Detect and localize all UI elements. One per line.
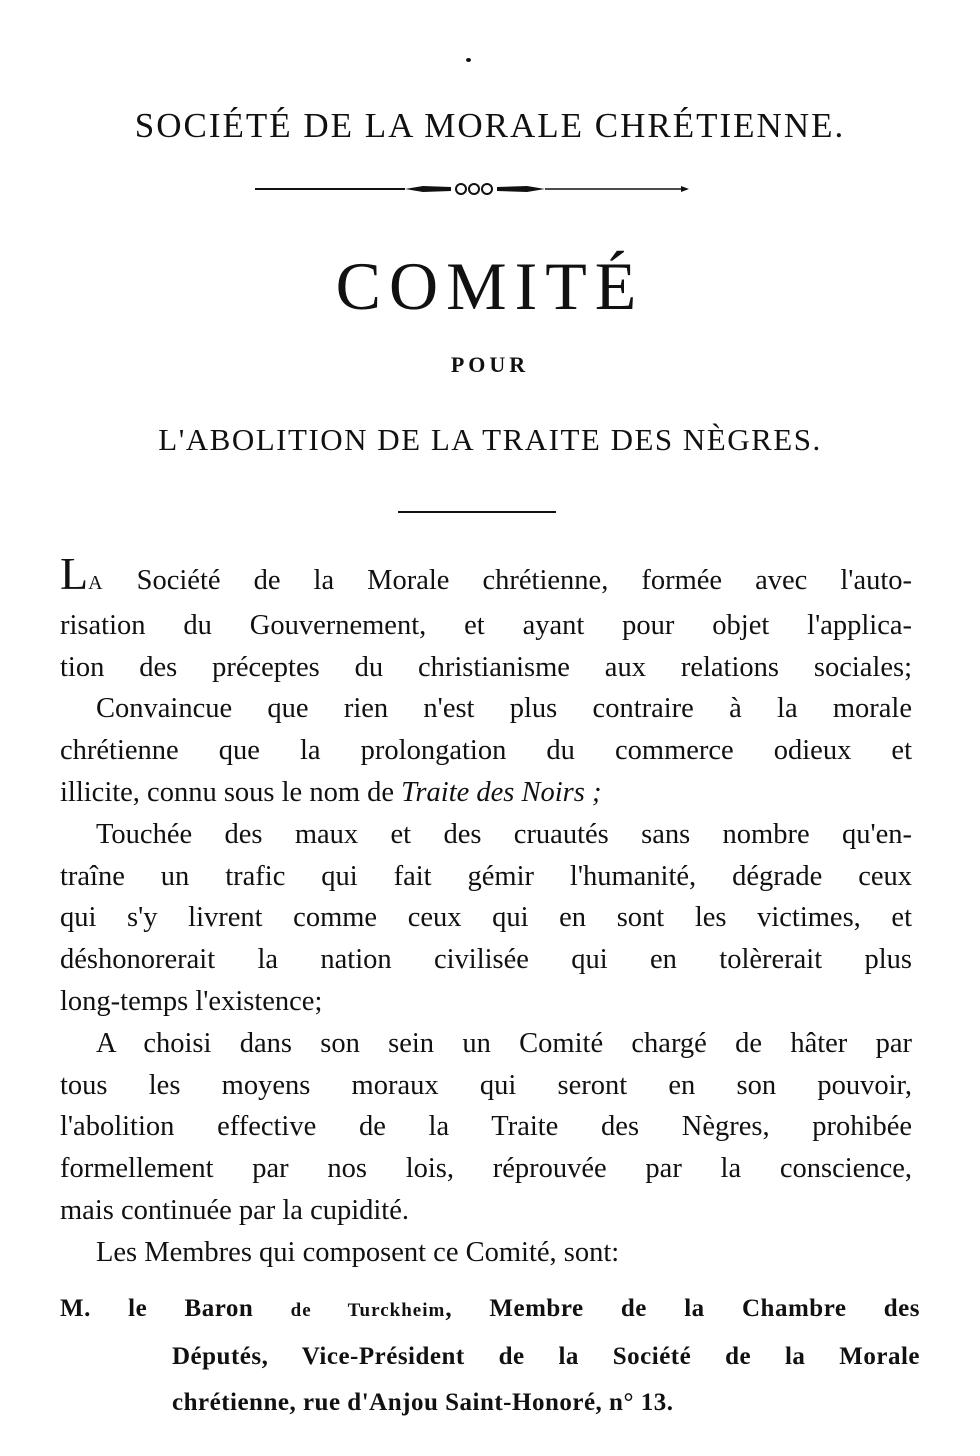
paragraph-3-line: traîne un trafic qui fait gémir l'humanité, dégrade ceux	[60, 860, 912, 892]
ink-dot	[466, 58, 471, 62]
paragraph-2-line: Convaincue que rien n'est plus contraire à la morale	[96, 693, 912, 725]
text-line: Société de la Morale chrétienne, formée avec l'auto-	[136, 565, 912, 596]
drop-cap: L	[60, 548, 89, 599]
ornamental-rule	[255, 178, 691, 200]
abolition-subtitle: L'ABOLITION DE LA TRAITE DES NÈGRES.	[158, 422, 822, 457]
paragraph-4-line: mais continuée par la cupidité.	[60, 1194, 409, 1226]
member-name: de Turckheim	[290, 1300, 446, 1321]
small-caps: A	[88, 572, 104, 594]
paragraph-4-line: formellement par nos lois, réprouvée par la conscience,	[60, 1153, 912, 1185]
member-entry-line: chrétienne, rue d'Anjou Saint-Honoré, n° 13.	[172, 1389, 674, 1416]
paragraph-4-line: A choisi dans son sein un Comité chargé de hâter par	[96, 1027, 912, 1059]
paragraph-1-line: risation du Gouvernement, et ayant pour objet l'applica-	[60, 609, 912, 641]
main-title: COMITÉ	[335, 248, 645, 324]
paragraph-4-line: l'abolition effective de la Traite des Nègres, prohibée	[60, 1111, 912, 1143]
paragraph-4-line: tous les moyens moraux qui seront en son pouvoir,	[60, 1069, 912, 1101]
paragraph-2-line	[60, 772, 912, 814]
paragraph-5-line: Les Membres qui composent ce Comité, sont:	[96, 1236, 620, 1268]
pour-subtitle: POUR	[450, 352, 530, 377]
society-heading: SOCIÉTÉ DE LA MORALE CHRÉTIENNE.	[134, 106, 846, 145]
italic-term: Traite des Noirs ;	[401, 776, 602, 808]
paragraph-3-line: Touchée des maux et des cruautés sans nombre qu'en-	[96, 818, 912, 850]
paragraph-3-line: qui s'y livrent comme ceux qui en sont les victimes, et	[60, 902, 912, 934]
paragraph-2-line: chrétienne que la prolongation du commerce odieux et	[60, 735, 912, 767]
text-line: illicite, connu sous le nom de	[60, 776, 402, 808]
members-list	[60, 1286, 920, 1426]
paragraph-1-line: tion des préceptes du christianisme aux relations sociales;	[60, 651, 912, 683]
paragraph-3-line: long-temps l'existence;	[60, 985, 323, 1017]
member-prefix: M. le Baron	[60, 1295, 291, 1322]
member-title: , Membre de la Chambre des	[445, 1295, 920, 1322]
paragraph-1-line	[60, 548, 912, 605]
paragraph-3-line: déshonorerait la nation civilisée qui en tolèrerait plus	[60, 944, 912, 976]
separator-rule	[398, 511, 556, 513]
member-entry-line	[60, 1286, 920, 1334]
body-text	[60, 548, 912, 1274]
member-entry-line: Députés, Vice-Président de la Société de la Morale	[172, 1343, 920, 1370]
